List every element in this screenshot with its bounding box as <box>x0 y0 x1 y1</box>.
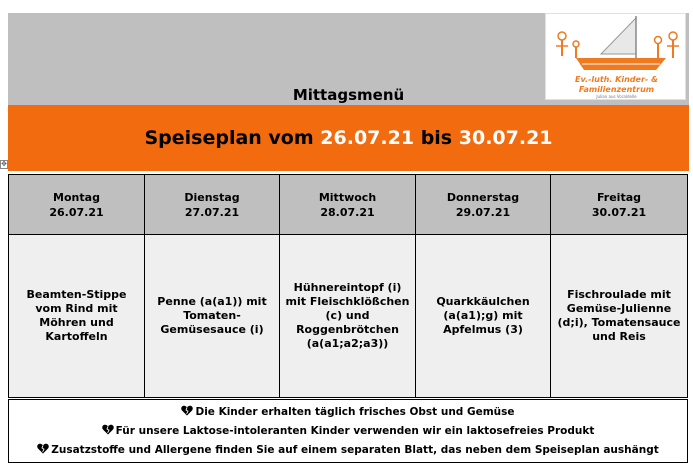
notes-box <box>8 399 688 463</box>
meal-line: Apfelmus (3) <box>443 323 523 336</box>
note-text: Für unsere Laktose-intoleranten Kinder verwenden wir ein laktosefreies Produkt <box>115 425 595 437</box>
note-item <box>9 405 687 418</box>
logo <box>545 13 686 100</box>
menu-table <box>8 174 688 398</box>
meal-thursday <box>416 235 550 397</box>
meal-tuesday <box>145 235 279 397</box>
meal-monday <box>9 235 144 397</box>
meal-line: Beamten-Stippe <box>26 288 127 301</box>
meal-wednesday <box>280 235 415 397</box>
meal-line: Tomaten- <box>183 309 241 322</box>
day-name: Mittwoch <box>318 190 377 204</box>
day-date: 28.07.21 <box>320 205 375 219</box>
logo-line-2: Familienzentrum <box>578 85 655 94</box>
plan-title <box>8 127 689 149</box>
meal-line: Fischroulade mit <box>567 288 671 301</box>
note-text: Zusatzstoffe und Allergene finden Sie auf einem separaten Blatt, das neben dem Speiseplan aushängt <box>51 444 659 456</box>
meal-line: Gemüse-Julienne <box>566 302 672 315</box>
meal-line: Möhren und <box>39 316 114 329</box>
meal-line: Quarkkäulchen <box>436 295 530 308</box>
plan-title-band <box>8 105 689 171</box>
plan-title-prefix: Speiseplan vom <box>144 127 314 149</box>
day-date: 27.07.21 <box>184 205 240 219</box>
page-title: Mittagsmenü <box>292 86 405 104</box>
broken-heart-icon <box>37 443 49 454</box>
plan-start-date: 26.07.21 <box>320 127 415 149</box>
meal-line: Penne (a(a1)) mit <box>157 295 267 308</box>
meal-line: Hühnereintopf (i) <box>293 281 402 294</box>
meal-line: (a(a1);g) mit <box>443 309 523 322</box>
logo-text <box>546 75 687 95</box>
meal-line: Roggenbrötchen <box>296 323 399 336</box>
meal-line: Kartoffeln <box>45 330 108 343</box>
day-header-wednesday <box>280 175 415 234</box>
day-name: Montag <box>53 190 100 204</box>
day-date: 26.07.21 <box>49 205 104 219</box>
plan-title-middle: bis <box>420 127 453 149</box>
plan-end-date: 30.07.21 <box>458 127 553 149</box>
logo-line-1: Ev.-luth. Kinder- & <box>575 75 658 84</box>
meal-line: vom Rind mit <box>35 302 118 315</box>
meal-line: Gemüsesauce (i) <box>160 323 264 336</box>
day-name: Freitag <box>596 190 642 204</box>
day-header-tuesday <box>145 175 279 234</box>
meal-line: (c) und <box>325 309 370 322</box>
day-name: Dienstag <box>184 190 240 204</box>
meal-line: (d;i), Tomatensauce <box>557 316 681 329</box>
move-handle-icon[interactable]: ✥ <box>1 160 7 168</box>
note-item <box>9 424 687 437</box>
day-header-thursday <box>416 175 550 234</box>
meal-line: und Reis <box>592 330 646 343</box>
day-name: Donnerstag <box>446 190 520 204</box>
note-item <box>9 443 687 456</box>
meal-friday <box>551 235 687 397</box>
logo-subtext: Julian aus Voraldelle <box>596 94 637 99</box>
logo-boat-family-icon <box>546 14 687 76</box>
day-date: 30.07.21 <box>591 205 647 219</box>
meal-line: mit Fleischklößchen <box>285 295 410 308</box>
meal-line: (a(a1;a2;a3)) <box>306 337 389 350</box>
note-text: Die Kinder erhalten täglich frisches Obst und Gemüse <box>195 406 515 418</box>
day-header-friday <box>551 175 687 234</box>
day-date: 29.07.21 <box>455 205 511 219</box>
broken-heart-icon <box>102 424 114 435</box>
day-header-monday <box>9 175 144 234</box>
broken-heart-icon <box>181 405 193 416</box>
